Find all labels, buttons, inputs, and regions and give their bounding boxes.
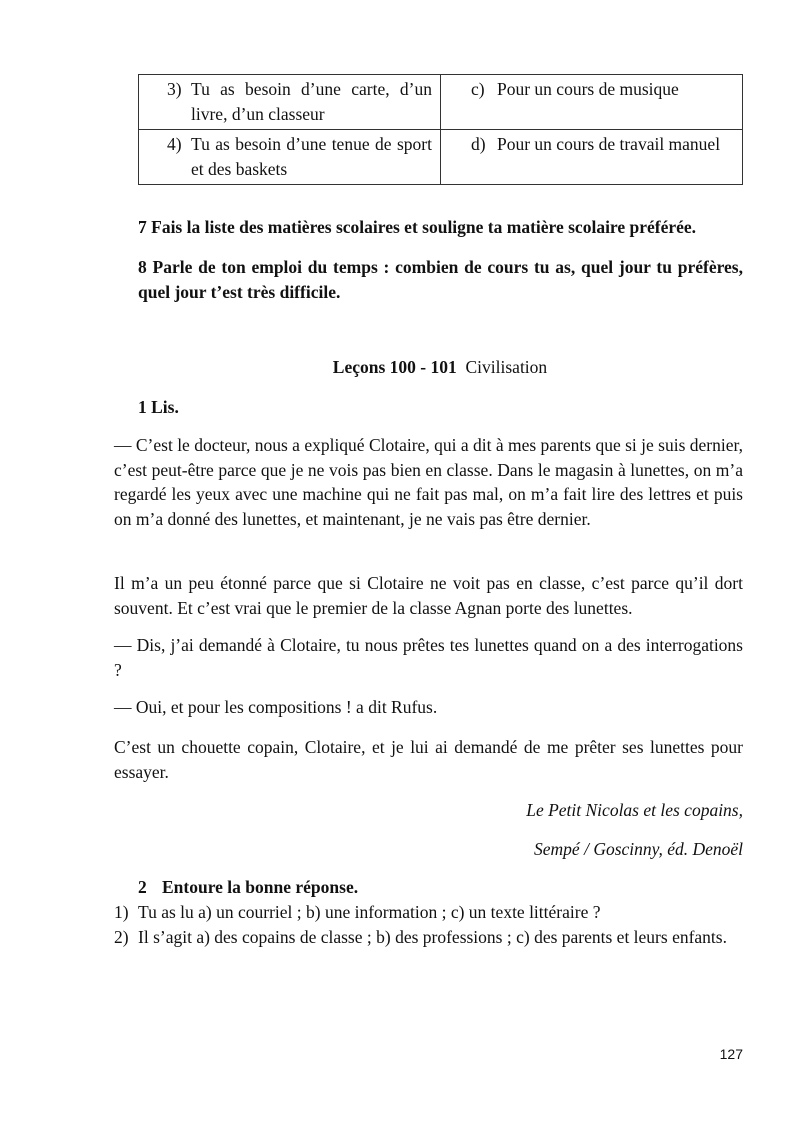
lesson-title: [0, 355, 800, 380]
item-text: Tu as besoin d’une tenue de sport et des baskets: [191, 134, 432, 179]
source-title: Le Petit Nicolas et les copains,: [526, 800, 743, 820]
question-7: 7 Fais la liste des matières scolaires et souligne ta matière scolaire préférée.: [138, 217, 697, 237]
list-item: [114, 925, 743, 950]
item-text: Il s’agit a) des copains de classe ; b) des professions ; c) des parents et leurs enfants.: [138, 927, 727, 947]
source-authors: Sempé / Goscinny, éd. Denoël: [534, 839, 743, 859]
matching-table: [138, 74, 743, 185]
text-paragraph: Il m’a un peu étonné parce que si Clotaire ne voit pas en classe, c’est parce qu’il dort souvent. Et c’est vrai que le premier de la classe Agnan porte des lunettes.: [114, 573, 743, 618]
item-number: 2): [114, 927, 129, 947]
exercise-number: 2: [138, 877, 147, 897]
item-text: Tu as besoin d’une carte, d’un livre, d’un classeur: [191, 79, 432, 124]
table-cell: [139, 130, 441, 185]
item-text: Pour un cours de musique: [497, 79, 679, 99]
text-paragraph: — Dis, j’ai demandé à Clotaire, tu nous prêtes tes lunettes quand on a des interrogations ?: [114, 635, 743, 680]
item-text: Pour un cours de travail manuel: [497, 134, 721, 154]
text-paragraph: C’est un chouette copain, Clotaire, et je lui ai demandé de me prêter ses lunettes pour essayer.: [114, 737, 743, 782]
table-row: [139, 130, 743, 185]
table-cell: [441, 130, 743, 185]
question-8: 8 Parle de ton emploi du temps : combien de cours tu as, quel jour tu préfères, quel jour t’est très difficile.: [138, 257, 743, 302]
item-letter: d): [471, 134, 486, 154]
text-paragraph: — C’est le docteur, nous a expliqué Clotaire, qui a dit à mes parents que si je suis dernier, c’est peut-être parce que je ne vois pas bien en classe. Dans le magasin à lunettes, on m’a regardé les yeux avec une machine qui ne fait pas mal, on m’a fait lire des lettres et puis on m’a donné des lunettes, et maintenant, je ne vais pas être dernier.: [114, 435, 743, 529]
lesson-number: Leçons 100 - 101: [332, 357, 457, 377]
item-text: Tu as lu a) un courriel ; b) une information ; c) un texte littéraire ?: [138, 902, 601, 922]
item-number: 1): [114, 902, 129, 922]
exercise-2-heading: [138, 875, 358, 900]
exercise-1-heading: 1 Lis.: [138, 397, 179, 417]
item-number: 3): [167, 79, 182, 99]
table-row: [139, 75, 743, 130]
exercise-instruction: Entoure la bonne réponse.: [162, 877, 359, 897]
page-number: 127: [719, 1046, 743, 1062]
list-item: [114, 900, 743, 925]
text-paragraph: — Oui, et pour les compositions ! a dit Rufus.: [114, 697, 438, 717]
table-cell: [139, 75, 441, 130]
lesson-topic: Civilisation: [465, 357, 548, 377]
item-letter: c): [471, 79, 485, 99]
table-cell: [441, 75, 743, 130]
item-number: 4): [167, 134, 182, 154]
